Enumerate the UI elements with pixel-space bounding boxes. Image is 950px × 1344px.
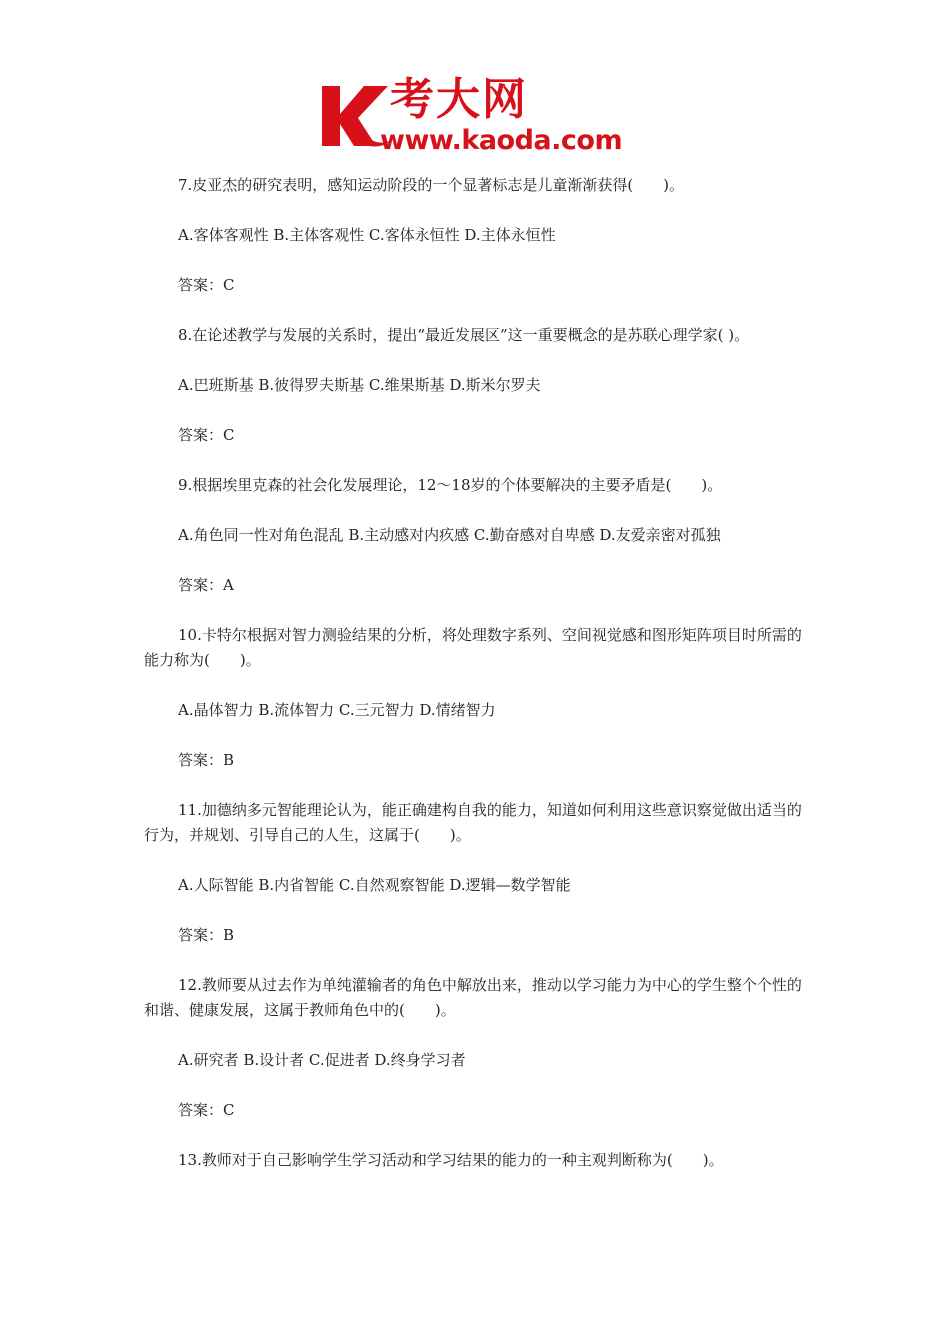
options-7: A.客体客观性 B.主体客观性 C.客体永恒性 D.主体永恒性: [178, 226, 556, 244]
question-11: 11.加德纳多元智能理论认为，能正确建构自我的能力，知道如何利用这些意识察觉做出适当的行为，并规划、引导自己的人生，这属于( )。: [144, 801, 802, 844]
answer-9: 答案：A: [178, 576, 234, 594]
answer-11: 答案：B: [178, 926, 235, 944]
options-12: A.研究者 B.设计者 C.促进者 D.终身学习者: [178, 1051, 466, 1069]
answer-12: 答案：C: [178, 1101, 235, 1119]
answer-7: 答案：C: [178, 276, 235, 294]
options-8: A.巴班斯基 B.彼得罗夫斯基 C.维果斯基 D.斯米尔罗夫: [178, 376, 541, 394]
question-10: 10.卡特尔根据对智力测验结果的分析，将处理数字系列、空间视觉感和图形矩阵项目时所需的能力称为( )。: [144, 626, 802, 669]
document-body: [144, 173, 810, 1198]
question-13: 13.教师对于自己影响学生学习活动和学习结果的能力的一种主观判断称为( )。: [178, 1151, 724, 1169]
options-11: A.人际智能 B.内省智能 C.自然观察智能 D.逻辑—数学智能: [178, 876, 571, 894]
options-10: A.晶体智力 B.流体智力 C.三元智力 D.情绪智力: [178, 701, 496, 719]
question-9: 9.根据埃里克森的社会化发展理论，12～18岁的个体要解决的主要矛盾是( )。: [178, 476, 723, 494]
options-9: A.角色同一性对角色混乱 B.主动感对内疚感 C.勤奋感对自卑感 D.友爱亲密对孤独: [178, 526, 721, 544]
answer-10: 答案：B: [178, 751, 235, 769]
logo-chinese-text: 考大网: [390, 74, 528, 125]
answer-8: 答案：C: [178, 426, 235, 444]
logo-url-text: www.kaoda.com: [380, 125, 623, 156]
question-12: 12.教师要从过去作为单纯灌输者的角色中解放出来，推动以学习能力为中心的学生整个个性的和谐、健康发展，这属于教师角色中的( )。: [144, 976, 802, 1019]
question-8: 8.在论述教学与发展的关系时，提出“最近发展区”这一重要概念的是苏联心理学家( )。: [178, 326, 750, 344]
kaoda-logo: [318, 74, 638, 158]
question-7: 7.皮亚杰的研究表明，感知运动阶段的一个显著标志是儿童渐渐获得( )。: [178, 176, 685, 194]
